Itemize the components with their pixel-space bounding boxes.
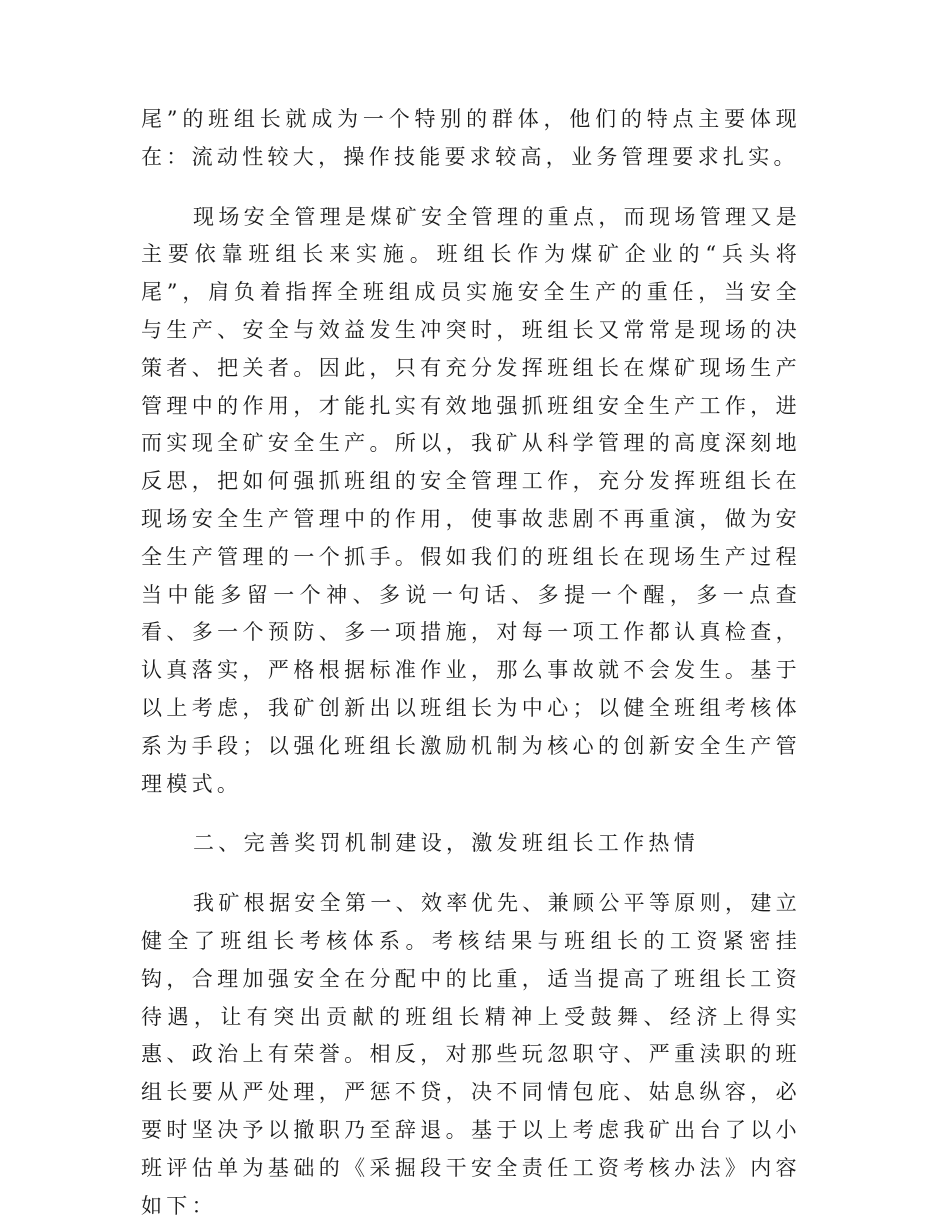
paragraph-reward-system: 我矿根据安全第一、效率优先、兼顾公平等原则，建立健全了班组长考核体系。考核结果与班组长的工资紧密挂钩，合理加强安全在分配中的比重，适当提高了班组长工资待遇，让有突出贡献的班组长精神上受鼓舞、经济上得实惠、政治上有荣誉。相反，对那些玩忽职守、严重渎职的班组长要从严处理，严惩不贷，决不同情包庇、姑息纵容，必要时坚决予以撤职乃至辞退。基于以上考虑我矿出台了以小班评估单为基础的《采掘段干安全责任工资考核办法》内容如下： (141, 891, 801, 1218)
section-heading: 二、完善奖罚机制建设，激发班组长工作热情 (193, 831, 699, 856)
document-body (141, 101, 801, 1225)
paragraph-continuation: 尾”的班组长就成为一个特别的群体，他们的特点主要体现在：流动性较大，操作技能要求较高，业务管理要求扎实。 (141, 107, 801, 169)
paragraph-site-safety: 现场安全管理是煤矿安全管理的重点，而现场管理又是主要依靠班组长来实施。班组长作为煤矿企业的“兵头将尾”，肩负着指挥全班组成员实施安全生产的重任，当安全与生产、安全与效益发生冲突时，班组长又常常是现场的决策者、把关者。因此，只有充分发挥班组长在煤矿现场生产管理中的作用，才能扎实有效地强抓班组安全生产工作，进而实现全矿安全生产。所以，我矿从科学管理的高度深刻地反思，把如何强抓班组的安全管理工作，充分发挥班组长在现场安全生产管理中的作用，使事故悲剧不再重演，做为安全生产管理的一个抓手。假如我们的班组长在现场生产过程当中能多留一个神、多说一句话、多提一个醒，多一点查看、多一个预防、多一项措施，对每一项工作都认真检查，认真落实，严格根据标准作业，那么事故就不会发生。基于以上考虑，我矿创新出以班组长为中心；以健全班组考核体系为手段；以强化班组长激励机制为核心的创新安全生产管理模式。 (141, 204, 801, 796)
